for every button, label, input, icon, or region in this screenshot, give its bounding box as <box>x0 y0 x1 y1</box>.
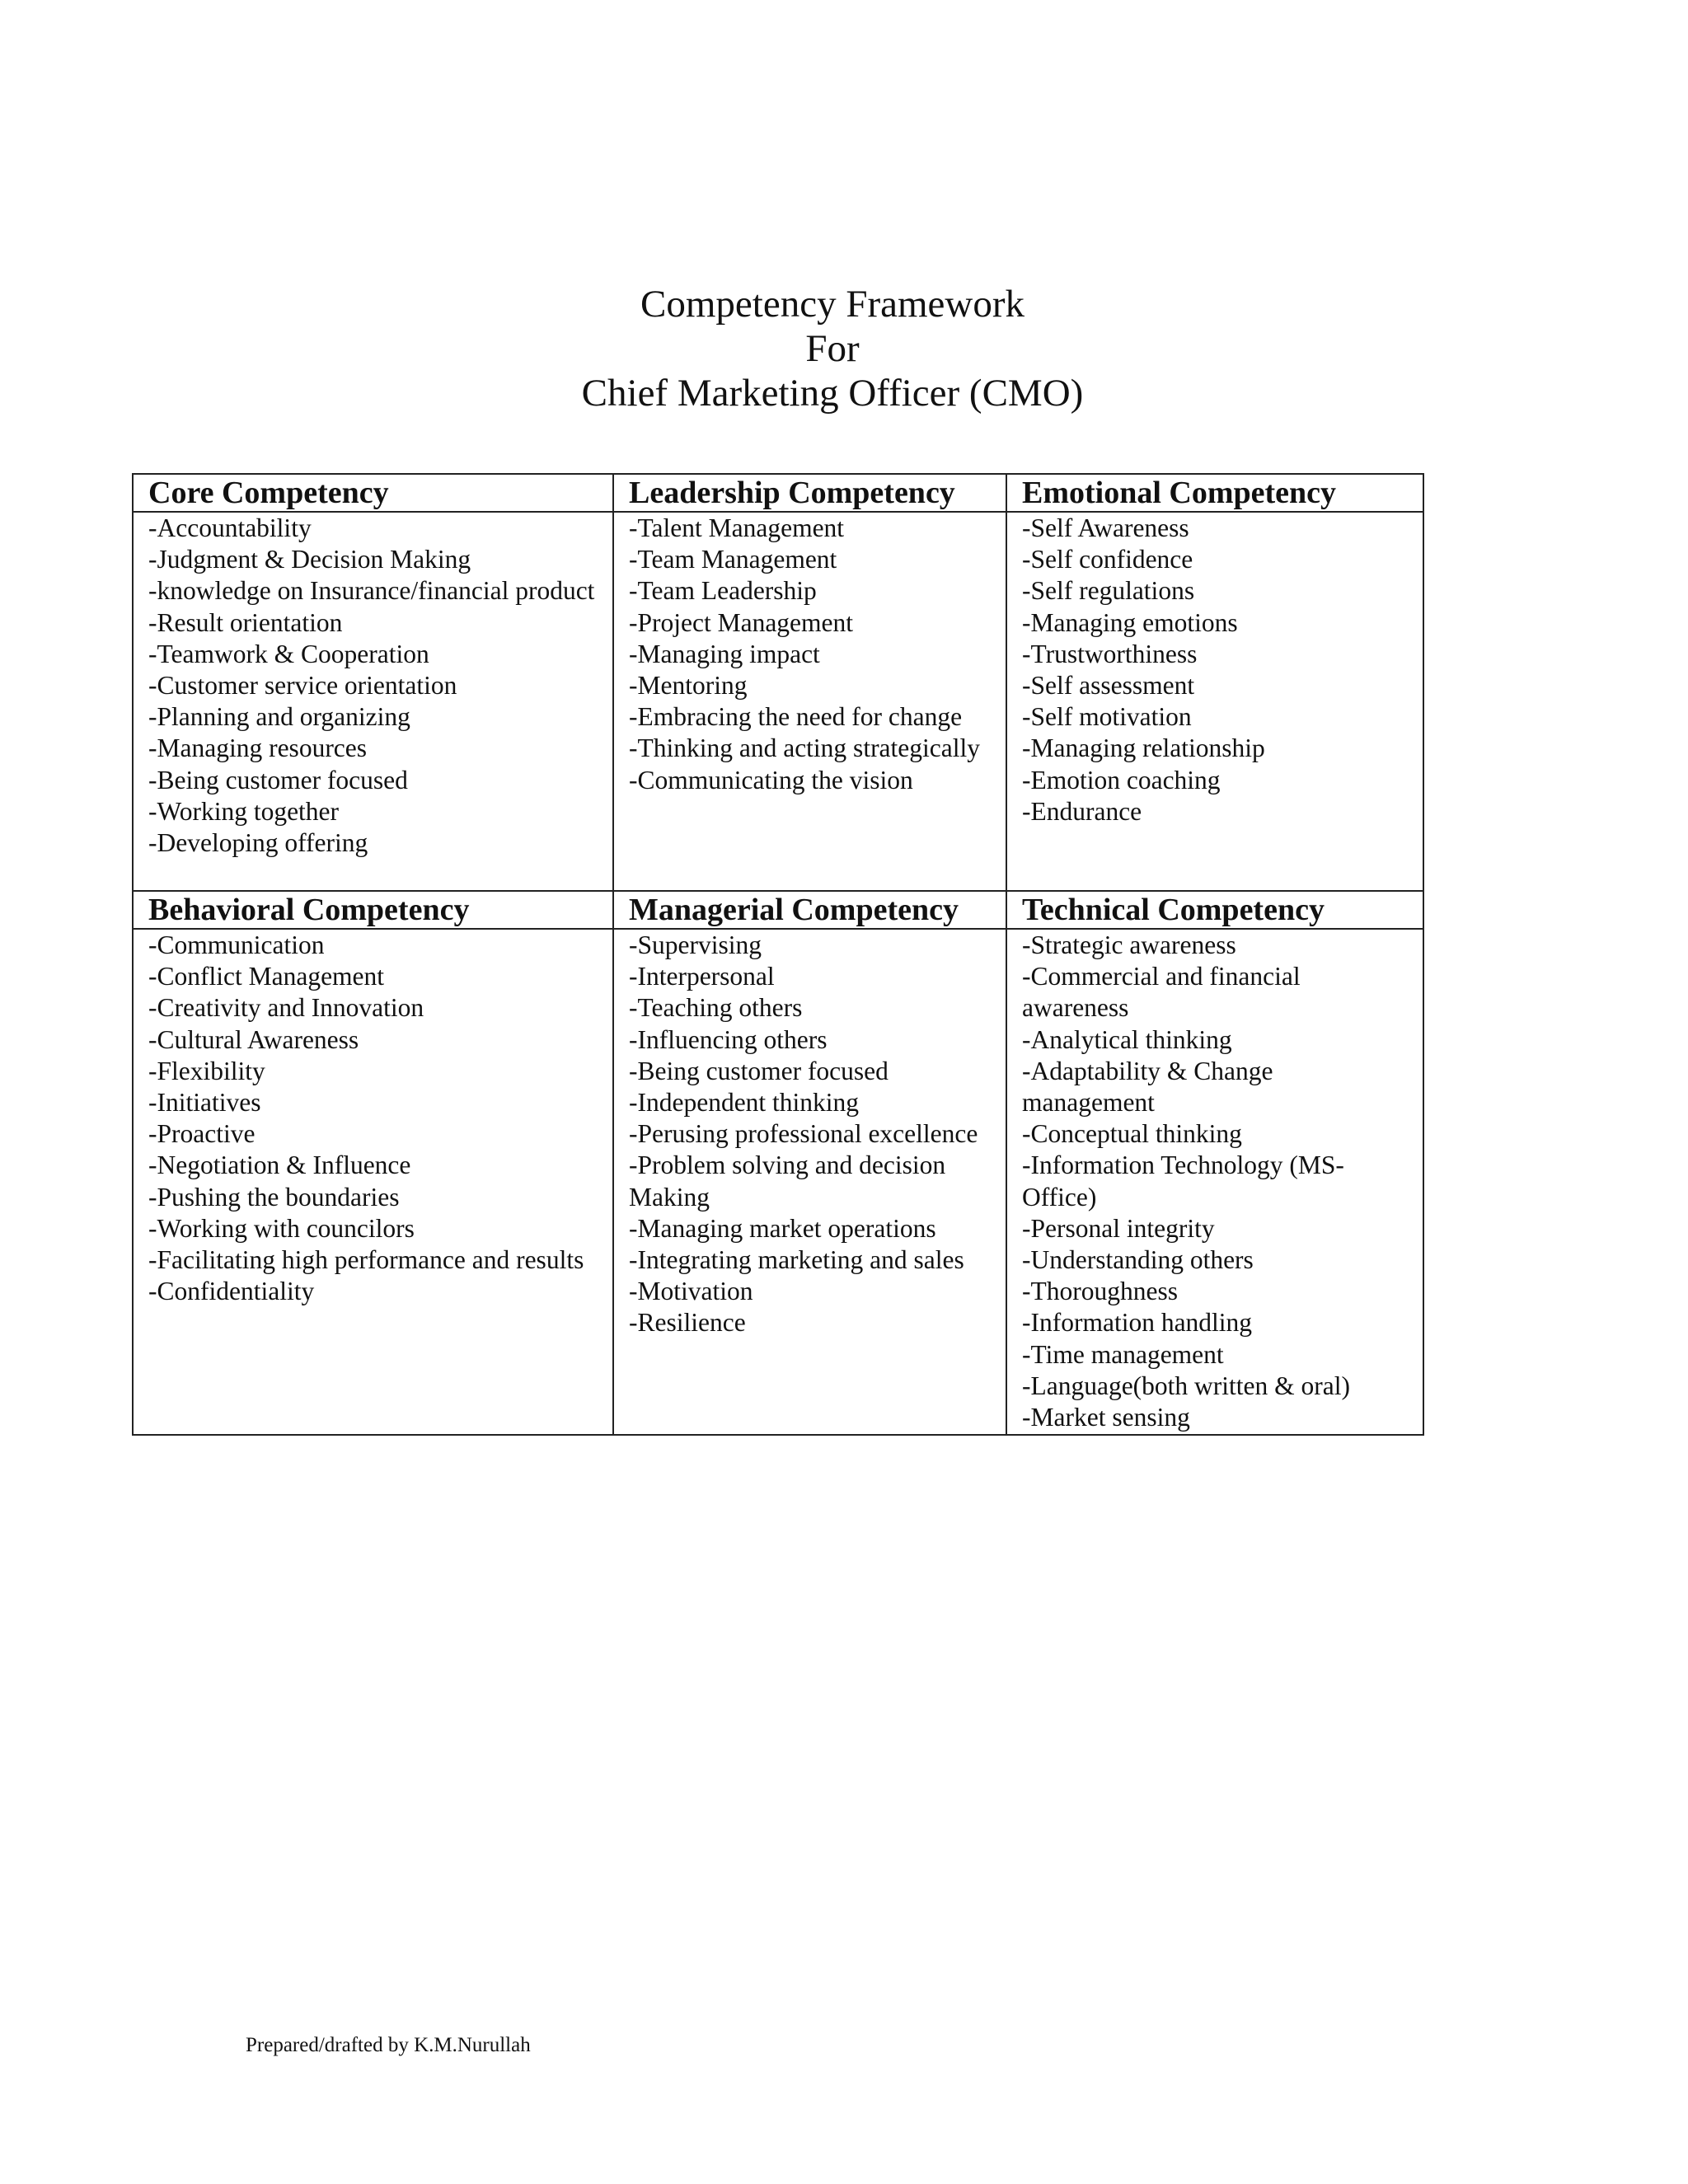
competency-item: -Confidentiality <box>148 1277 315 1306</box>
competency-table <box>132 473 1424 1436</box>
competency-item: -Result orientation <box>148 607 343 637</box>
competency-item: -Managing resources <box>148 733 368 763</box>
competency-item: -knowledge on Insurance/financial product <box>148 576 595 606</box>
title-line-1: Competency Framework <box>640 283 1025 326</box>
competency-item: -Strategic awareness <box>1022 930 1236 959</box>
behavioral-competency-list <box>133 929 613 1435</box>
competency-item: -Working with councilors <box>148 1213 415 1243</box>
competency-item: -Customer service orientation <box>148 671 457 701</box>
competency-item: -Self motivation <box>1022 702 1192 732</box>
competency-item: -Teamwork & Cooperation <box>148 639 429 668</box>
emotional-competency-header: Emotional Competency <box>1006 474 1423 512</box>
competency-item: -Flexibility <box>148 1056 265 1085</box>
leadership-competency-header: Leadership Competency <box>613 474 1006 512</box>
body-row-1 <box>133 512 1423 891</box>
competency-item: -Pushing the boundaries <box>148 1182 400 1212</box>
competency-item: -Managing emotions <box>1022 607 1238 637</box>
competency-item: -Managing impact <box>629 639 820 668</box>
competency-item: -Problem solving and decision Making <box>629 1151 946 1212</box>
body-row-2 <box>133 929 1423 1435</box>
competency-item: -Market sensing <box>1022 1403 1190 1432</box>
competency-item: -Analytical thinking <box>1022 1024 1232 1054</box>
competency-item: -Information Technology (MS-Office) <box>1022 1151 1344 1212</box>
competency-item: -Judgment & Decision Making <box>148 545 471 574</box>
competency-item: -Working together <box>148 796 340 826</box>
prepared-by-footer: Prepared/drafted by K.M.Nurullah <box>246 2034 531 2056</box>
competency-item: -Mentoring <box>629 671 748 701</box>
competency-item: -Team Leadership <box>629 576 817 606</box>
competency-item: -Managing relationship <box>1022 733 1265 763</box>
technical-competency-header: Technical Competency <box>1006 891 1423 929</box>
competency-item: -Endurance <box>1022 796 1142 826</box>
competency-item: -Language(both written & oral) <box>1022 1371 1350 1400</box>
competency-item: -Independent thinking <box>629 1088 860 1118</box>
competency-item: -Managing market operations <box>629 1213 936 1243</box>
competency-item: -Conflict Management <box>148 962 385 991</box>
competency-item: -Talent Management <box>629 513 845 542</box>
competency-item: -Being customer focused <box>148 765 408 794</box>
competency-item: -Self assessment <box>1022 671 1195 701</box>
competency-item: -Initiatives <box>148 1088 261 1118</box>
competency-item: -Self Awareness <box>1022 513 1189 542</box>
header-row-2 <box>133 891 1423 929</box>
emotional-competency-list <box>1006 512 1423 891</box>
competency-item: -Integrating marketing and sales <box>629 1245 964 1275</box>
competency-item: -Perusing professional excellence <box>629 1119 978 1149</box>
competency-item: -Time management <box>1022 1339 1224 1369</box>
competency-item: -Negotiation & Influence <box>148 1151 411 1180</box>
competency-item: -Creativity and Innovation <box>148 993 424 1023</box>
competency-item: -Accountability <box>148 513 312 542</box>
competency-item: -Developing offering <box>148 828 368 858</box>
title-line-2: For <box>805 327 860 370</box>
competency-item: -Resilience <box>629 1308 746 1338</box>
core-competency-list <box>133 512 613 891</box>
header-row-1 <box>133 474 1423 512</box>
competency-item: -Influencing others <box>629 1024 828 1054</box>
competency-item: -Communication <box>148 930 325 959</box>
behavioral-competency-header: Behavioral Competency <box>133 891 613 929</box>
competency-item: -Planning and organizing <box>148 702 410 732</box>
competency-item: -Interpersonal <box>629 962 775 991</box>
technical-competency-list <box>1006 929 1423 1435</box>
managerial-competency-header: Managerial Competency <box>613 891 1006 929</box>
title-line-3: Chief Marketing Officer (CMO) <box>581 372 1084 415</box>
competency-item: -Team Management <box>629 545 837 574</box>
competency-item: -Thinking and acting strategically <box>629 733 980 763</box>
competency-item: -Motivation <box>629 1277 753 1306</box>
competency-item: -Personal integrity <box>1022 1213 1215 1243</box>
competency-item: -Being customer focused <box>629 1056 889 1085</box>
competency-item: -Conceptual thinking <box>1022 1119 1242 1149</box>
managerial-competency-list <box>613 929 1006 1435</box>
competency-item: -Facilitating high performance and results <box>148 1245 584 1275</box>
document-title <box>0 282 1665 415</box>
competency-item: -Information handling <box>1022 1308 1253 1338</box>
competency-item: -Self confidence <box>1022 545 1193 574</box>
competency-item: -Teaching others <box>629 993 803 1023</box>
competency-item: -Communicating the vision <box>629 765 913 794</box>
competency-item: -Embracing the need for change <box>629 702 963 732</box>
competency-item: -Trustworthiness <box>1022 639 1198 668</box>
competency-item: -Self regulations <box>1022 576 1195 606</box>
competency-item: -Supervising <box>629 930 762 959</box>
competency-item: -Adaptability & Change management <box>1022 1056 1273 1118</box>
leadership-competency-list <box>613 512 1006 891</box>
competency-item: -Understanding others <box>1022 1245 1254 1275</box>
competency-item: -Commercial and financial awareness <box>1022 962 1301 1023</box>
competency-item: -Proactive <box>148 1119 256 1149</box>
competency-item: -Cultural Awareness <box>148 1024 359 1054</box>
competency-item: -Emotion coaching <box>1022 765 1221 794</box>
competency-item: -Thoroughness <box>1022 1277 1178 1306</box>
competency-item: -Project Management <box>629 607 854 637</box>
core-competency-header: Core Competency <box>133 474 613 512</box>
